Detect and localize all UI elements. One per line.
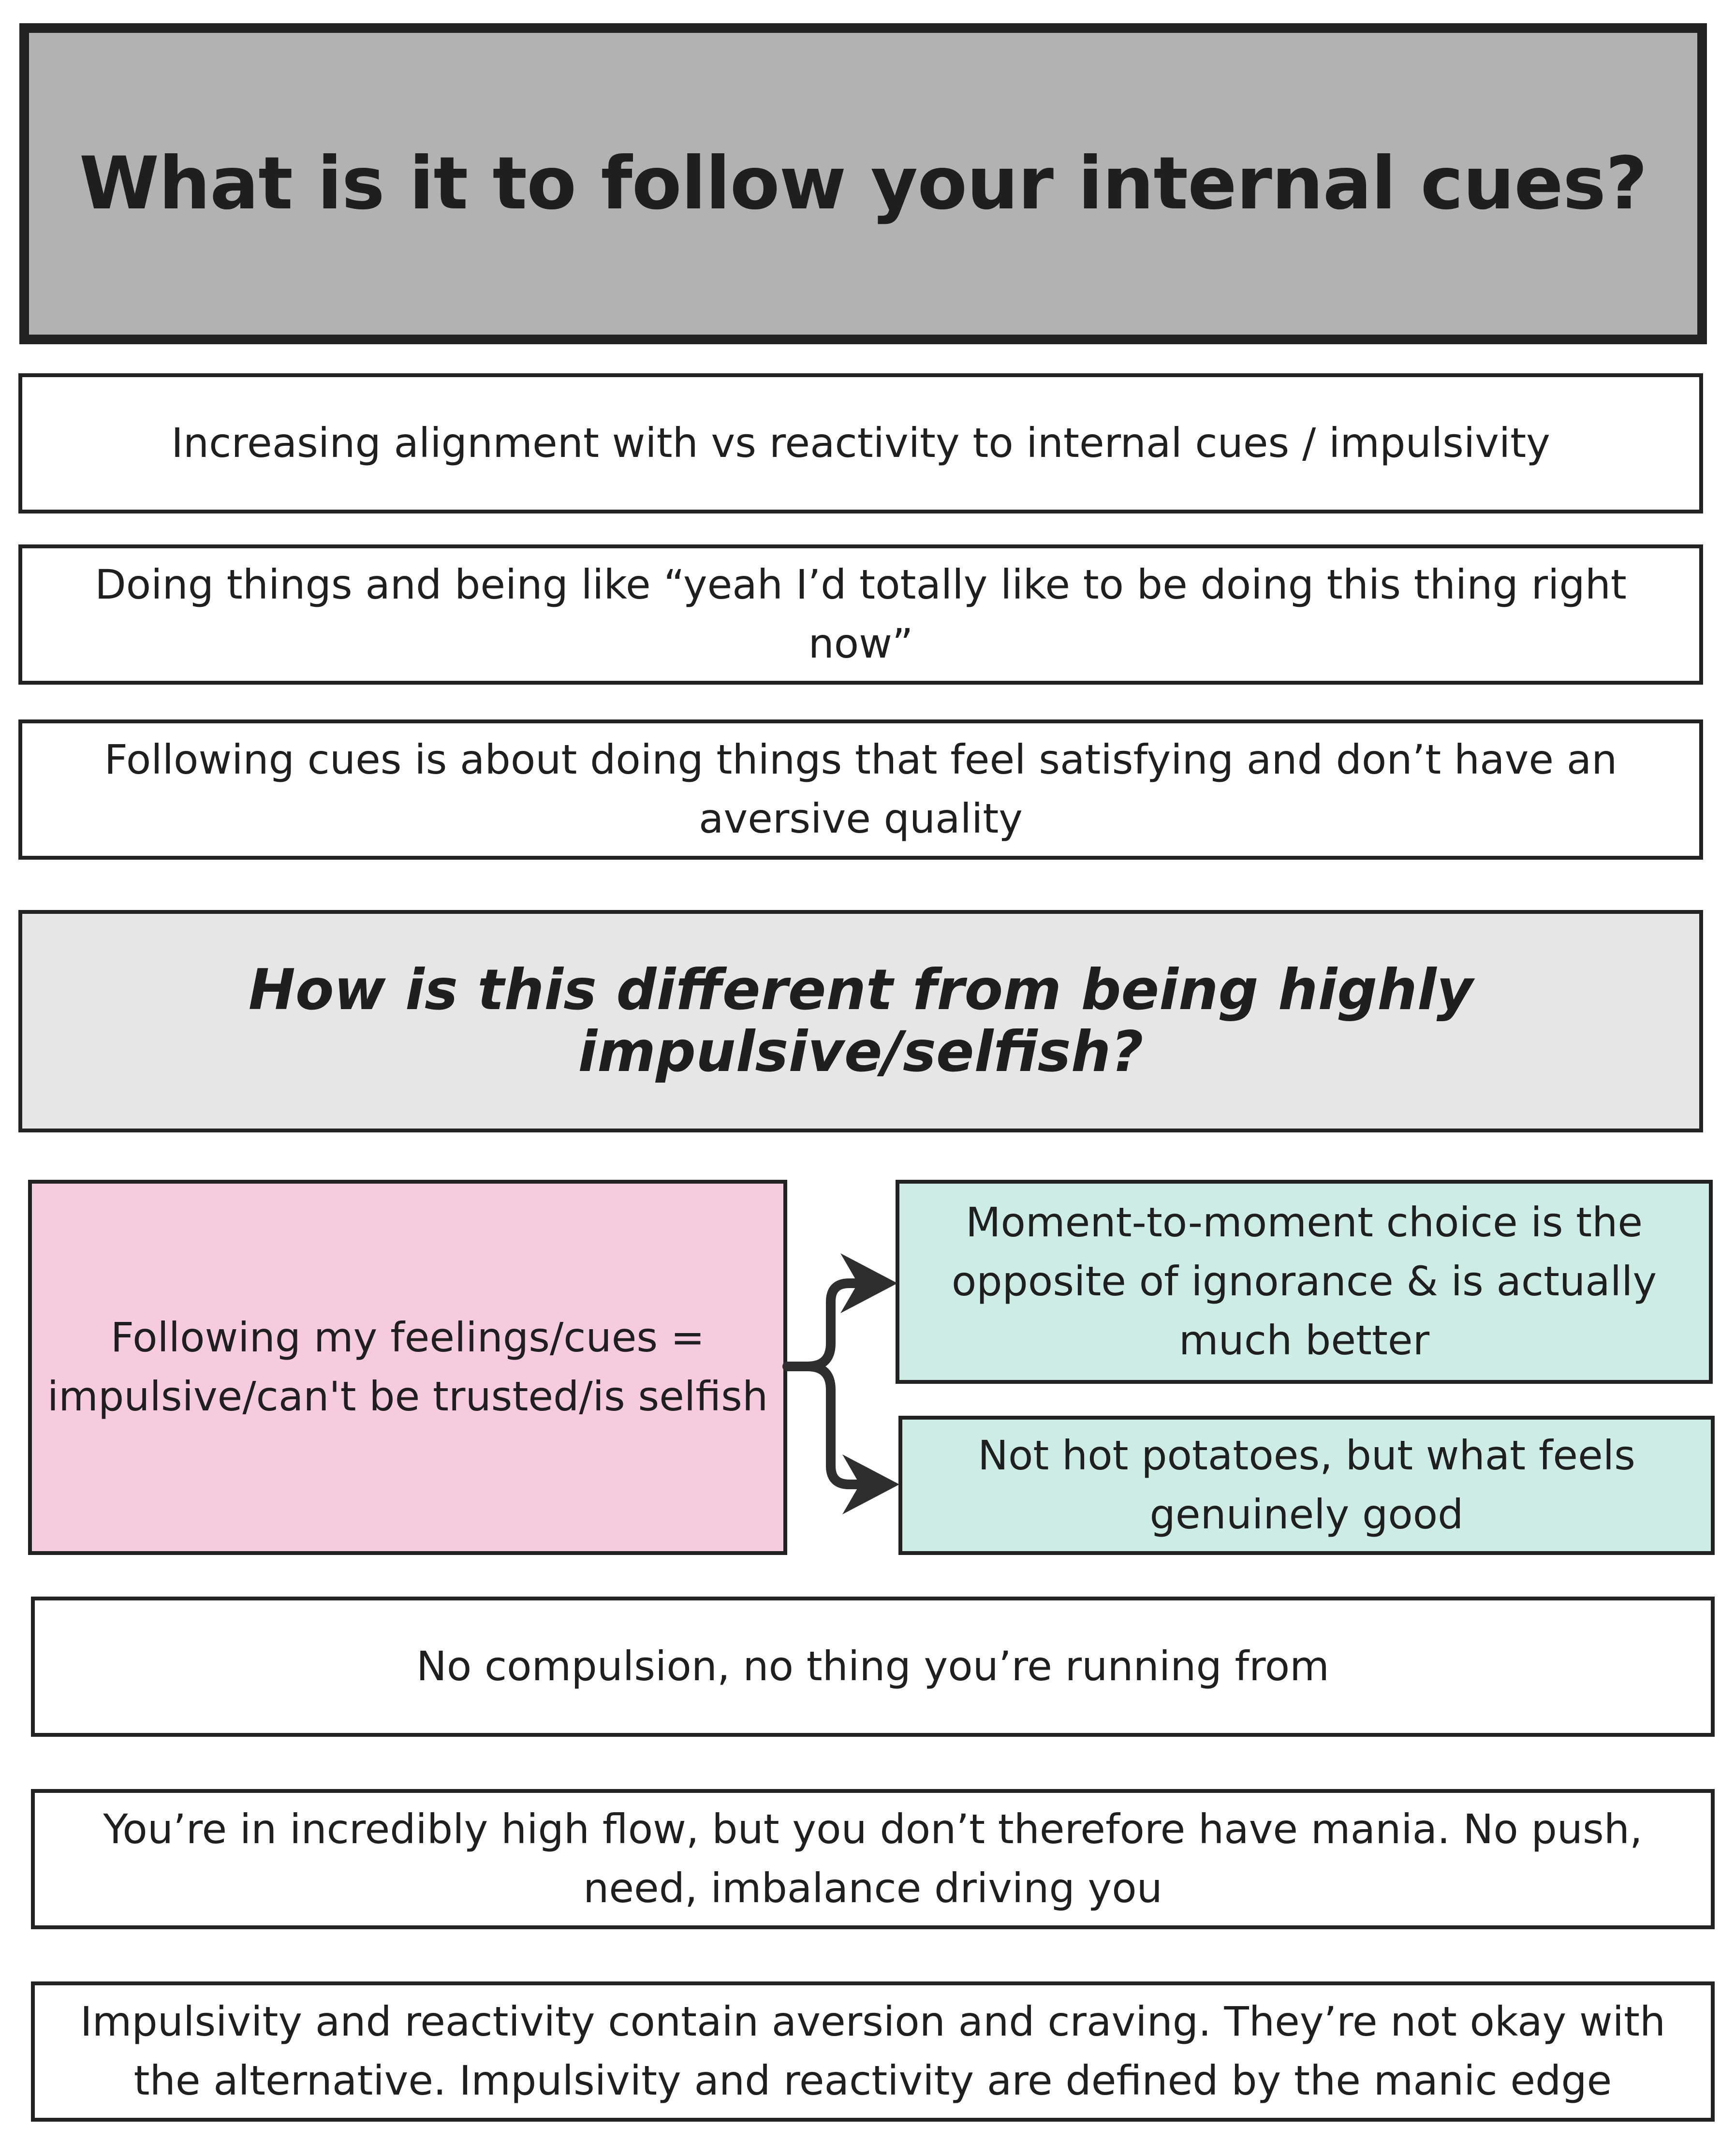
belief-text: Following my feelings/cues = impulsive/can't be trusted/is selfish	[47, 1314, 768, 1420]
point-text: Increasing alignment with vs reactivity to internal cues / impulsivity	[171, 419, 1550, 467]
page-title: What is it to follow your internal cues?	[79, 141, 1647, 226]
subhead-text: How is this different from being highly impulsive/selfish?	[248, 957, 1473, 1085]
point-text: Impulsivity and reactivity contain aversion and craving. They’re not okay with the alternative. Impulsivity and reactivity are defined by the manic edge	[80, 1998, 1666, 2104]
point-box	[31, 1789, 1715, 1929]
point-box	[31, 1981, 1715, 2122]
point-text: Doing things and being like “yeah I’d totally like to be doing this thing right now”	[95, 561, 1627, 667]
point-text: You’re in incredibly high flow, but you don’t therefore have mania. No push, need, imbalance driving you	[103, 1805, 1643, 1912]
point-text: No compulsion, no thing you’re running from	[416, 1643, 1329, 1690]
reframe-text: Moment-to-moment choice is the opposite of ignorance & is actually much better	[951, 1199, 1657, 1364]
point-text: Following cues is about doing things that feel satisfying and don’t have an aversive quality	[104, 736, 1617, 842]
reframe-text: Not hot potatoes, but what feels genuinely good	[978, 1432, 1635, 1538]
point-box	[31, 1597, 1715, 1737]
